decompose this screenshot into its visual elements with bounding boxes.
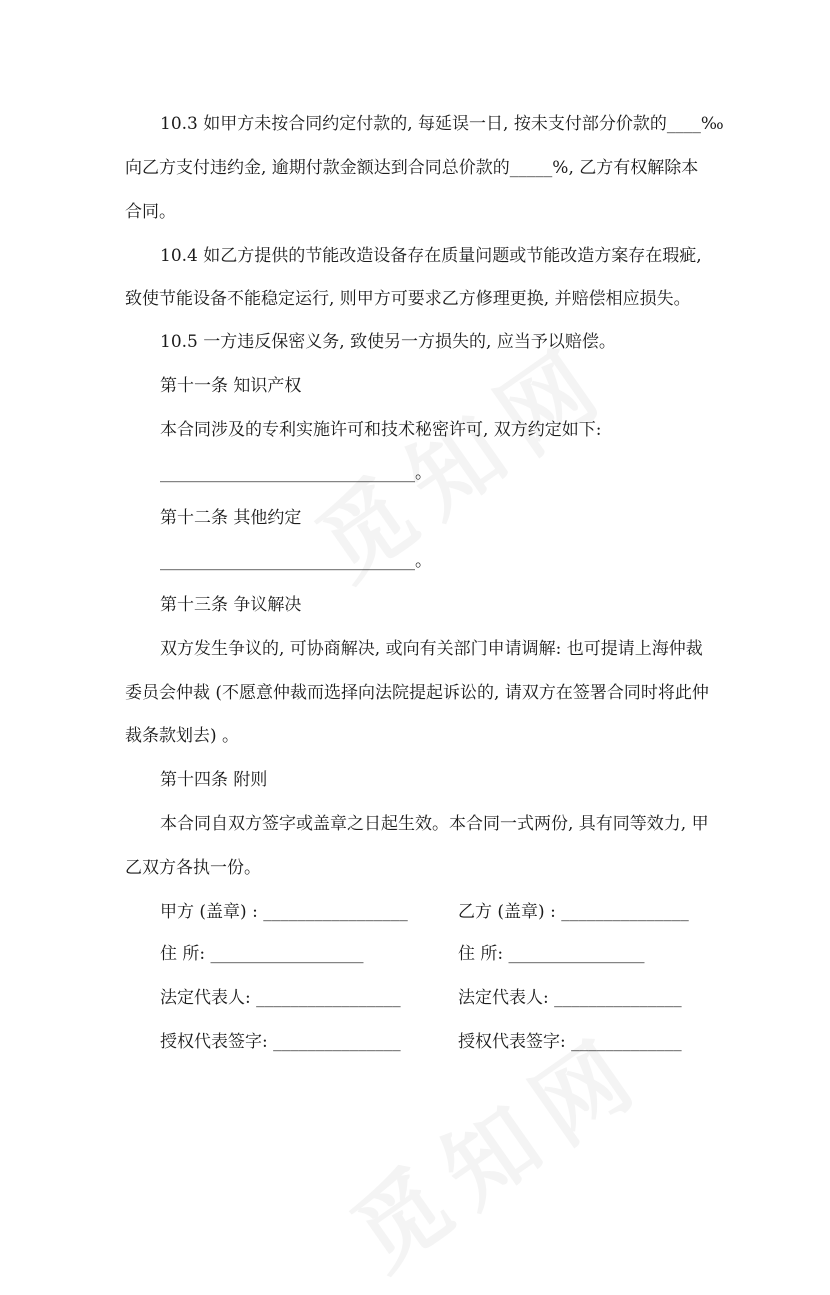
clause-10-3-line-1: 10.3 如甲方未按合同约定付款的, 每延误一日, 按未支付部分价款的____‰ [160,114,724,134]
clause-10-3-line-3: 合同。 [125,202,176,222]
article-13-line-2: 委员会仲裁 (不愿意仲裁而选择向法院提起诉讼的, 请双方在签署合同时将此仲 [125,683,709,703]
article-13-heading: 第十三条 争议解决 [160,595,302,615]
party-b-seal-field: 乙方 (盖章) : _______________ [458,902,689,922]
article-13-line-1: 双方发生争议的, 可协商解决, 或向有关部门申请调解: 也可提请上海仲裁 [160,639,703,659]
clause-10-3-line-2: 向乙方支付违约金, 逾期付款金额达到合同总价款的_____%, 乙方有权解除本 [125,158,699,178]
article-11-heading: 第十一条 知识产权 [160,376,302,396]
party-b-legal-rep-field: 法定代表人: _______________ [458,988,682,1008]
signature-row-auth-rep [160,1031,720,1053]
clause-10-5: 10.5 一方违反保密义务, 致使另一方损失的, 应当予以赔偿。 [160,332,616,352]
article-13-line-3: 裁条款划去) 。 [125,726,240,746]
signature-row-address [160,943,720,965]
clause-10-4-line-2: 致使节能设备不能稳定运行, 则甲方可要求乙方修理更换, 并赔偿相应损失。 [125,289,691,309]
party-a-legal-rep-field: 法定代表人: _________________ [160,988,401,1008]
article-14-line-2: 乙双方各执一份。 [125,858,261,878]
signature-row-seal [160,901,720,923]
party-a-address-field: 住 所: __________________ [160,944,364,964]
signature-row-legal-rep [160,987,720,1009]
article-12-blank: ______________________________。 [160,551,432,571]
article-12-heading: 第十二条 其他约定 [160,508,302,528]
party-a-auth-rep-field: 授权代表签字: _______________ [160,1032,401,1052]
party-b-address-field: 住 所: ________________ [458,944,645,964]
article-11-body: 本合同涉及的专利实施许可和技术秘密许可, 双方约定如下: [160,420,602,440]
article-14-line-1: 本合同自双方签字或盖章之日起生效。本合同一式两份, 具有同等效力, 甲 [160,814,709,834]
article-14-heading: 第十四条 附则 [160,770,268,790]
clause-10-4-line-1: 10.4 如乙方提供的节能改造设备存在质量问题或节能改造方案存在瑕疵, [160,246,702,266]
party-b-auth-rep-field: 授权代表签字: _____________ [458,1032,682,1052]
article-11-blank: ______________________________。 [160,463,432,483]
party-a-seal-field: 甲方 (盖章) : _________________ [160,902,408,922]
